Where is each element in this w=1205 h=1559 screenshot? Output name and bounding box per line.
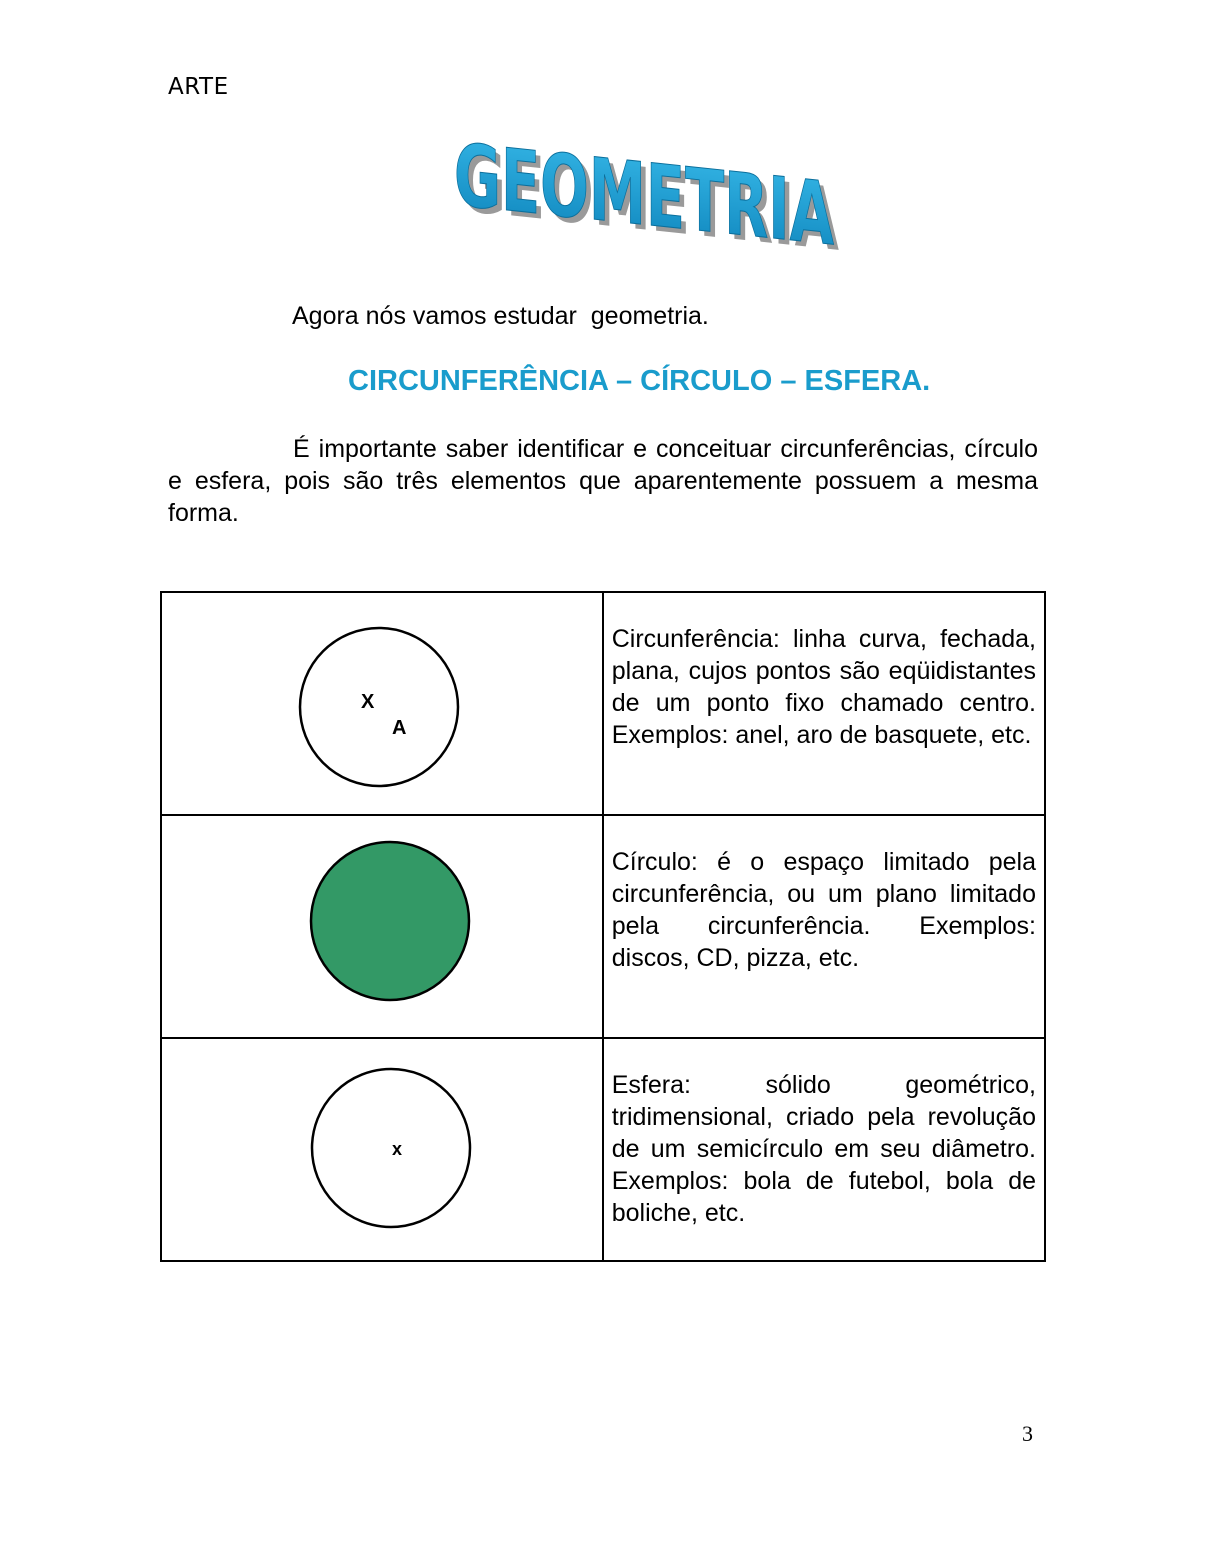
- geometria-logo: [440, 132, 860, 257]
- center-label: X: [361, 691, 375, 713]
- circle-figure-cell: [161, 815, 603, 1038]
- point-label: A: [392, 717, 407, 739]
- intro-paragraph: É importante saber identificar e conceituar circunferências, círculo e esfera, pois são três elementos que aparentemente possuem a mesma forma.: [168, 435, 1038, 527]
- sphere-description-cell: [603, 1038, 1045, 1261]
- section-title: CIRCUNFERÊNCIA – CÍRCULO – ESFERA.: [348, 365, 931, 397]
- sphere-shape: [312, 1069, 470, 1227]
- circle-description-cell: [603, 815, 1045, 1038]
- circumference-shape: [300, 628, 458, 786]
- page-number: 3: [1022, 1421, 1033, 1446]
- sphere-figure-cell: [161, 1038, 603, 1261]
- circumference-figure: [162, 593, 603, 814]
- circle-description: Círculo: é o espaço limitado pela circunferência, ou um plano limitado pela circunferência. Exemplos: discos, CD, pizza, etc.: [611, 848, 1036, 972]
- table-row: [161, 815, 1045, 1038]
- circle-figure: [162, 816, 603, 1037]
- sphere-description: Esfera: sólido geométrico, tridimensional, criado pela revolução de um semicírculo em seu diâmetro. Exemplos: bola de futebol, bola de boliche, etc.: [611, 1071, 1036, 1227]
- intro-text: Agora nós vamos estudar geometria.: [292, 302, 709, 330]
- header-subject: ARTE: [168, 74, 229, 100]
- concepts-table: [160, 591, 1046, 1262]
- circumference-description: Circunferência: linha curva, fechada, plana, cujos pontos são eqüidistantes de um ponto fixo chamado centro. Exemplos: anel, aro de basquete, etc.: [611, 625, 1036, 749]
- logo-text: GEOMETRIA: [454, 132, 860, 257]
- logo-shadow: GEOMETRIA: [459, 132, 860, 257]
- circumference-description-cell: [603, 592, 1045, 815]
- table-row: [161, 592, 1045, 815]
- sphere-figure: [162, 1039, 603, 1260]
- table-row: [161, 1038, 1045, 1261]
- circumference-figure-cell: [161, 592, 603, 815]
- sphere-center-label: x: [392, 1139, 403, 1159]
- circle-shape: [311, 842, 469, 1000]
